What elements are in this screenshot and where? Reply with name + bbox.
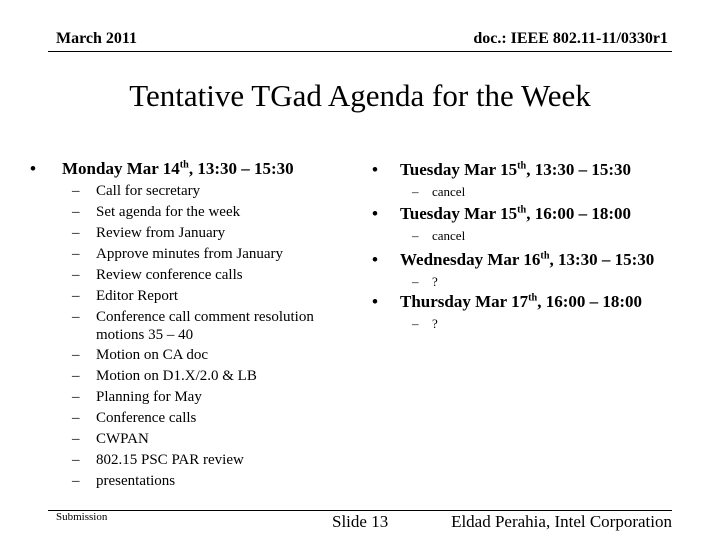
agenda-item: Call for secretary bbox=[96, 183, 201, 199]
footer-author: Eldad Perahia, Intel Corporation bbox=[451, 512, 672, 531]
session-heading bbox=[400, 292, 642, 312]
dash-icon: – bbox=[72, 389, 80, 405]
dash-icon: – bbox=[412, 228, 419, 243]
dash-icon: – bbox=[72, 246, 80, 262]
heading-sup: th bbox=[517, 204, 527, 216]
header-date: March 2011 bbox=[56, 30, 138, 47]
header-rule bbox=[48, 51, 672, 52]
agenda-item: Set agenda for the week bbox=[96, 204, 241, 220]
heading-text: Wednesday Mar 16 bbox=[400, 250, 541, 269]
slide-title: Tentative TGad Agenda for the Week bbox=[129, 78, 591, 113]
dash-icon: – bbox=[412, 184, 419, 199]
agenda-item: Conference calls bbox=[96, 410, 197, 426]
heading-sup: th bbox=[179, 159, 189, 171]
dash-icon: – bbox=[72, 183, 80, 199]
dash-icon: – bbox=[72, 267, 80, 283]
heading-sup: th bbox=[540, 250, 550, 262]
bullet-icon: • bbox=[372, 160, 378, 179]
heading-sup: th bbox=[528, 292, 538, 304]
bullet-icon: • bbox=[372, 292, 378, 311]
heading-time: , 16:00 – 18:00 bbox=[537, 292, 643, 311]
dash-icon: – bbox=[72, 368, 80, 384]
dash-icon: – bbox=[72, 431, 80, 447]
dash-icon: – bbox=[72, 225, 80, 241]
dash-icon: – bbox=[72, 309, 80, 325]
agenda-item: CWPAN bbox=[96, 431, 149, 447]
agenda-item: presentations bbox=[96, 473, 176, 489]
footer-rule bbox=[48, 510, 672, 511]
dash-icon: – bbox=[412, 274, 419, 289]
dash-icon: – bbox=[72, 452, 80, 468]
session-heading bbox=[400, 160, 631, 180]
agenda-item: 802.15 PSC PAR review bbox=[96, 452, 244, 468]
dash-icon: – bbox=[72, 347, 80, 363]
bullet-icon: • bbox=[30, 159, 36, 178]
footer-submission: Submission bbox=[56, 511, 108, 523]
session-heading bbox=[400, 250, 654, 270]
session-note: cancel bbox=[432, 184, 466, 199]
dash-icon: – bbox=[72, 204, 80, 220]
session-note: ? bbox=[432, 274, 438, 289]
heading-text: Tuesday Mar 15 bbox=[400, 204, 518, 223]
agenda-item: Approve minutes from January bbox=[96, 246, 284, 262]
heading-time: , 16:00 – 18:00 bbox=[526, 204, 632, 223]
session-note: cancel bbox=[432, 228, 466, 243]
heading-text: Monday Mar 14 bbox=[62, 159, 180, 178]
session-heading bbox=[400, 204, 631, 224]
bullet-icon: • bbox=[372, 204, 378, 223]
header-doc-id: doc.: IEEE 802.11-11/0330r1 bbox=[473, 30, 668, 47]
session-note: ? bbox=[432, 316, 438, 331]
agenda-item: Conference call comment resolution bbox=[96, 309, 314, 325]
heading-time: , 13:30 – 15:30 bbox=[549, 250, 655, 269]
agenda-item-continuation: motions 35 – 40 bbox=[96, 327, 194, 343]
dash-icon: – bbox=[412, 316, 419, 331]
agenda-item: Motion on CA doc bbox=[96, 347, 209, 363]
agenda-item: Motion on D1.X/2.0 & LB bbox=[96, 368, 257, 384]
heading-text: Thursday Mar 17 bbox=[400, 292, 529, 311]
heading-text: Tuesday Mar 15 bbox=[400, 160, 518, 179]
agenda-item: Review from January bbox=[96, 225, 226, 241]
heading-time: , 13:30 – 15:30 bbox=[526, 160, 632, 179]
monday-heading bbox=[62, 159, 294, 179]
agenda-item: Editor Report bbox=[96, 288, 179, 304]
dash-icon: – bbox=[72, 410, 80, 426]
agenda-item: Review conference calls bbox=[96, 267, 243, 283]
footer-slide-number: Slide 13 bbox=[332, 512, 389, 531]
dash-icon: – bbox=[72, 473, 80, 489]
heading-time: , 13:30 – 15:30 bbox=[188, 159, 294, 178]
agenda-item: Planning for May bbox=[96, 389, 202, 405]
heading-sup: th bbox=[517, 160, 527, 172]
dash-icon: – bbox=[72, 288, 80, 304]
bullet-icon: • bbox=[372, 250, 378, 269]
